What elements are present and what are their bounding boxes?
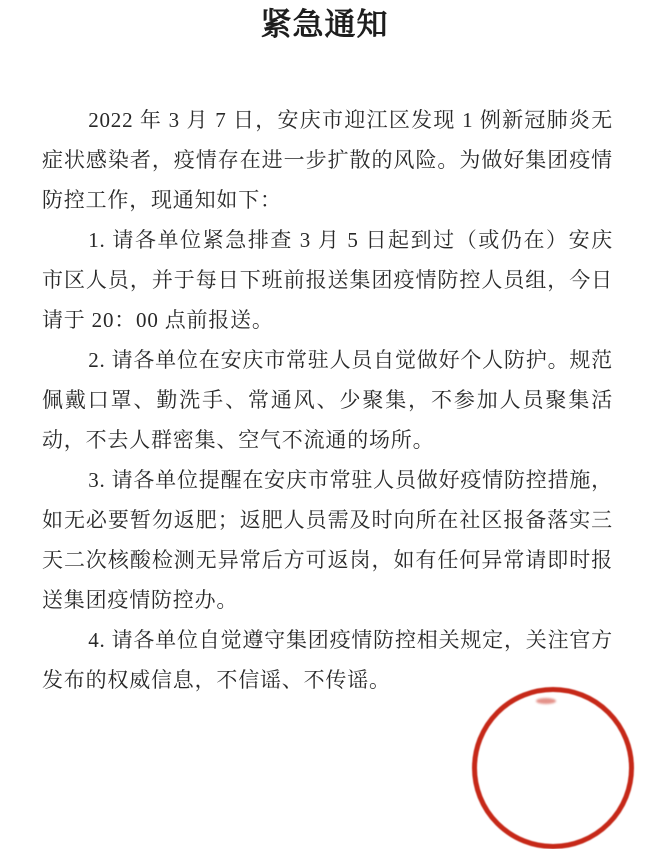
- notice-paragraph-item-1: 1. 请各单位紧急排查 3 月 5 日起到过（或仍在）安庆市区人员，并于每日下班前报送集团疫情防控人员组，今日请于 20：00 点前报送。: [42, 228, 613, 332]
- notice-paragraph-item-2: 2. 请各单位在安庆市常驻人员自觉做好个人防护。规范佩戴口罩、勤洗手、常通风、少聚集，不参加人员聚集活动，不去人群密集、空气不流通的场所。: [42, 348, 613, 452]
- notice-body: [0, 100, 649, 700]
- notice-paragraph-item-4: 4. 请各单位自觉遵守集团疫情防控相关规定，关注官方发布的权威信息，不信谣、不传谣。: [42, 628, 613, 692]
- notice-paragraph-intro: 2022 年 3 月 7 日，安庆市迎江区发现 1 例新冠肺炎无症状感染者，疫情存在进一步扩散的风险。为做好集团疫情防控工作，现通知如下：: [42, 108, 613, 212]
- page-title: 紧急通知: [260, 7, 389, 42]
- seal-inner-mark: [536, 698, 556, 704]
- notice-paragraph-item-3: 3. 请各单位提醒在安庆市常驻人员做好疫情防控措施，如无必要暂勿返肥；返肥人员需及时向所在社区报备落实三天二次核酸检测无异常后方可返岗，如有任何异常请即时报送集团疫情防控办。: [42, 468, 613, 612]
- official-seal-icon: [472, 687, 634, 849]
